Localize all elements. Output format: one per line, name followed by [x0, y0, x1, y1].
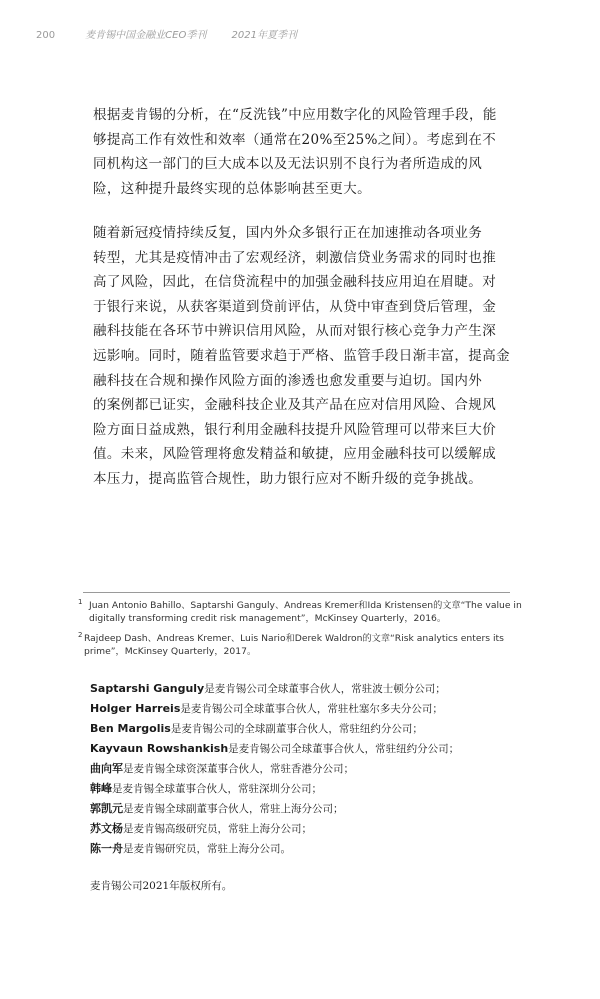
author-description: 是麦肯锡高级研究员，常驻上海分公司； [123, 823, 312, 835]
body-paragraph-2 [93, 221, 519, 492]
author-entry [90, 779, 530, 799]
author-entry [90, 699, 530, 719]
footnote-1 [80, 599, 529, 625]
page-number: 200 [36, 30, 56, 41]
author-description: 是麦肯锡公司全球董事合伙人，常驻纽约分公司； [228, 743, 460, 755]
paragraph-line: 值。未来，风险管理将愈发精益和敏捷，应用金融科技可以缓解成 [93, 446, 497, 463]
paragraph-line: 险方面日益成熟，银行利用金融科技提升风险管理可以带来巨大价 [93, 421, 497, 438]
paragraph-line: 险，这种提升最终实现的总体影响甚至更大。 [93, 180, 371, 197]
issue-label: 2021年夏季刊 [231, 30, 297, 41]
author-name: Kayvaun Rowshankish [90, 742, 229, 755]
paragraph-line: 本压力，提高监管合规性，助力银行应对不断升级的竞争挑战。 [93, 470, 483, 487]
paragraph-line: 融科技能在各环节中辨识信用风险，从而对银行核心竞争力产生深 [93, 323, 497, 340]
footnote-line: prime”，McKinsey Quarterly，2017。 [84, 646, 257, 657]
author-description: 是麦肯锡全球副董事合伙人，常驻上海分公司； [123, 803, 344, 815]
footnote-divider [83, 592, 510, 593]
author-entry [90, 799, 530, 819]
footnote-line: Juan Antonio Bahillo、Saptarshi Ganguly、Andreas Kremer和Ida Kristensen的文章“The value in [89, 600, 522, 611]
footnote-line: digitally transforming credit risk management”，McKinsey Quarterly，2016。 [89, 613, 447, 624]
footnote-number: 2 [78, 631, 83, 639]
author-entry [90, 759, 530, 779]
author-name: Holger Harreis [90, 702, 181, 715]
author-list [90, 679, 530, 859]
paragraph-line: 融科技在合规和操作风险方面的渗透也愈发重要与迫切。国内外 [93, 372, 483, 389]
paragraph-line: 远影响。同时，随着监管要求趋于严格、监管手段日渐丰富，提高金 [93, 347, 510, 364]
publication-title: 麦肯锡中国金融业CEO季刊 [85, 30, 207, 41]
author-description: 是麦肯锡全球董事合伙人，常驻深圳分公司； [112, 783, 322, 795]
author-description: 是麦肯锡研究员，常驻上海分公司。 [123, 843, 291, 855]
paragraph-line: 高了风险，因此，在信贷流程中的加强金融科技应用迫在眉睫。对 [93, 274, 497, 291]
running-header [36, 26, 580, 41]
paragraph-line: 根据麦肯锡的分析，在“反洗钱”中应用数字化的风险管理手段，能 [93, 107, 497, 123]
author-name: 韩峰 [90, 782, 112, 795]
footnote-line: Rajdeep Dash、Andreas Kremer、Luis Nario和Derek Waldron的文章“Risk analytics enters its [84, 633, 504, 644]
paragraph-line: 同机构这一部门的巨大成本以及无法识别不良行为者所造成的风 [93, 156, 483, 173]
paragraph-line: 转型，尤其是疫情冲击了宏观经济，刺激信贷业务需求的同时也推 [93, 249, 497, 266]
paragraph-line: 随着新冠疫情持续反复，国内外众多银行正在加速推动各项业务 [93, 225, 483, 241]
paragraph-line: 够提高工作有效性和效率（通常在20%至25%之间）。考虑到在不 [93, 131, 497, 148]
author-name: Saptarshi Ganguly [90, 682, 205, 695]
author-description: 是麦肯锡公司全球董事合伙人，常驻杜塞尔多夫分公司； [180, 703, 443, 715]
paragraph-line: 于银行来说，从获客渠道到贷前评估，从贷中审查到贷后管理，金 [93, 298, 497, 315]
author-entry [90, 679, 530, 699]
footnote-number: 1 [78, 598, 83, 606]
copyright-notice: 麦肯锡公司2021年版权所有。 [90, 880, 233, 892]
footnote-2 [80, 632, 524, 658]
author-description: 是麦肯锡全球资深董事合伙人，常驻香港分公司； [123, 763, 354, 775]
author-entry [90, 739, 530, 759]
author-name: 曲向军 [90, 762, 123, 775]
author-entry [90, 819, 530, 839]
author-entry [90, 719, 530, 739]
author-entry [90, 839, 530, 859]
author-name: 苏文杨 [90, 822, 123, 835]
author-name: 陈一舟 [90, 842, 123, 855]
author-name: 郭凯元 [90, 802, 123, 815]
body-paragraph-1 [93, 103, 519, 201]
author-description: 是麦肯锡公司的全球副董事合伙人，常驻纽约分公司； [170, 723, 423, 735]
author-name: Ben Margolis [90, 722, 171, 735]
paragraph-line: 的案例都已证实，金融科技企业及其产品在应对信用风险、合规风 [93, 397, 497, 414]
author-description: 是麦肯锡公司全球董事合伙人，常驻波士顿分公司； [204, 683, 446, 695]
